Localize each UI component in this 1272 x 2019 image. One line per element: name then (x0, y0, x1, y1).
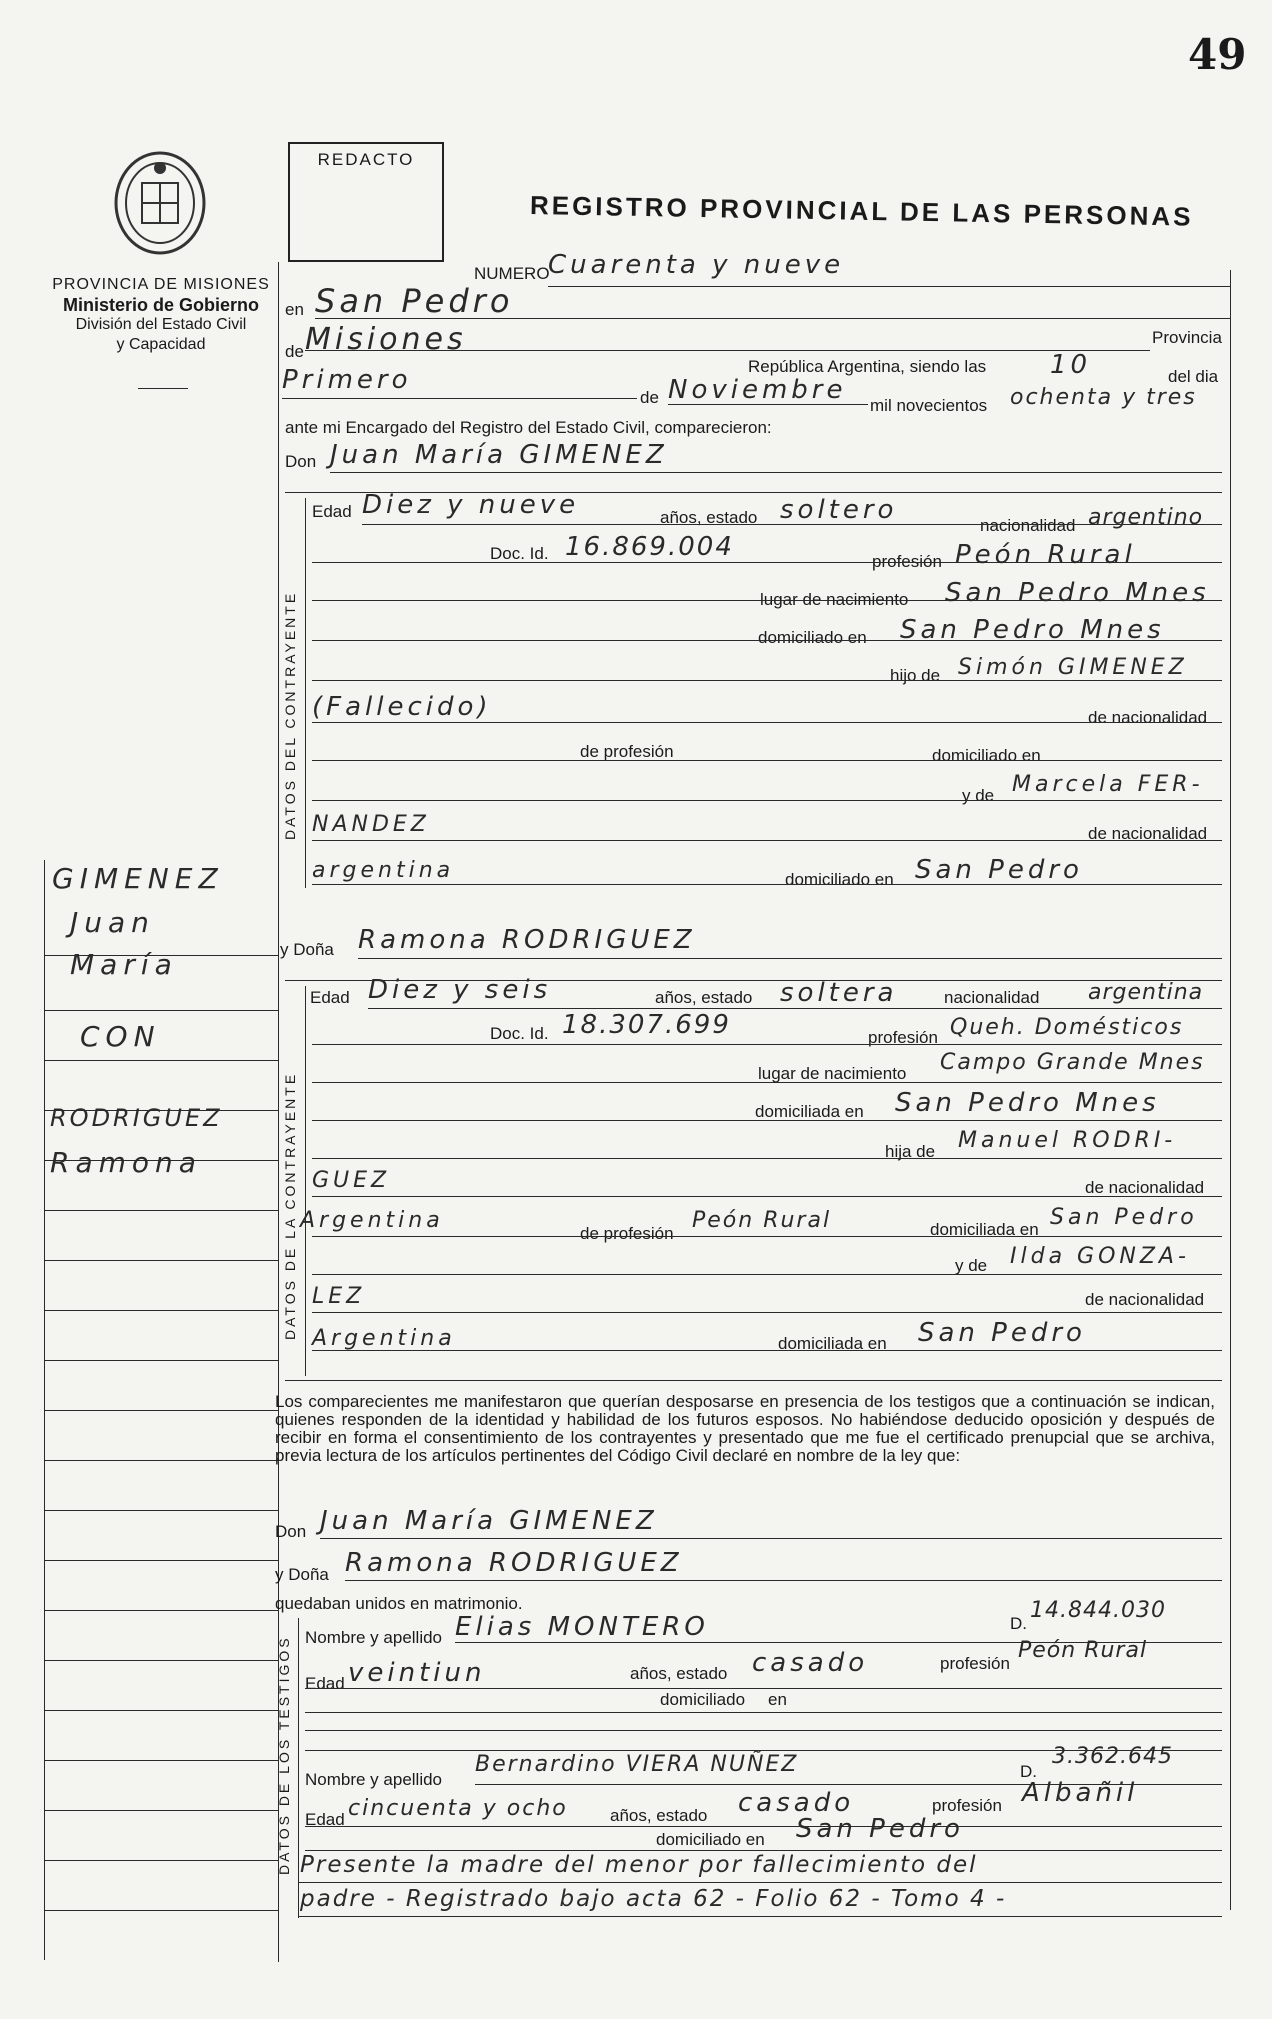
testigo2-edad: cincuenta y ocho (348, 1796, 568, 1821)
contrayente-nombre: Juan María GIMENEZ (330, 440, 668, 470)
declara-dona-label: y Doña (275, 1565, 329, 1584)
testigo2-edad-label: Edad (305, 1810, 345, 1829)
contrayente-edad: Diez y nueve (362, 490, 580, 520)
contrayenta-profesion: Queh. Domésticos (950, 1015, 1184, 1040)
margin-surname-2: RODRIGUEZ (50, 1104, 223, 1132)
nota-linea-1: Presente la madre del menor por fallecimiento del (300, 1852, 978, 1878)
side-label-testigos: DATOS DE LOS TESTIGOS (276, 1635, 292, 1875)
de-mes-label: de (640, 388, 659, 407)
redacto-label: REDACTO (317, 150, 415, 169)
contrayenta-edad: Diez y seis (368, 975, 552, 1005)
hijo-de-label: hijo de (890, 666, 941, 685)
en-value: San Pedro (315, 282, 514, 320)
numero-value: Cuarenta y nueve (548, 250, 845, 280)
contrayente-profesion: Peón Rural (955, 540, 1136, 570)
margin-name-1: Juan (70, 906, 155, 939)
dia-value: Primero (282, 365, 412, 395)
ministry-line-3: División del Estado Civil (75, 316, 247, 333)
contrayenta-padre-nac: Argentina (300, 1208, 444, 1233)
anos-estado-label-2: años, estado (655, 988, 753, 1007)
contrayenta-nombre: Ramona RODRIGUEZ (358, 925, 696, 955)
testigo2-nombre-label: Nombre y apellido (305, 1770, 443, 1789)
domiciliado-en-label: domiciliado en (758, 628, 867, 647)
contrayente-madre-a: Marcela FER- (1012, 772, 1204, 797)
testigo2-domicilio: San Pedro (796, 1814, 964, 1844)
don-label: Don (285, 452, 317, 471)
padre-fallecido: (Fallecido) (312, 692, 492, 722)
hija-de-label: hija de (885, 1142, 936, 1161)
nacionalidad-label-2: nacionalidad (944, 988, 1040, 1007)
doc-label-2: Doc. Id. (490, 1024, 549, 1043)
testigo2-doc: 3.362.645 (1052, 1744, 1173, 1769)
contrayente-doc: 16.869.004 (565, 532, 734, 562)
testigo1-profesion-label: profesión (940, 1654, 1010, 1673)
domiciliada-en-label: domiciliada en (755, 1102, 864, 1121)
lugar-nac-label-2: lugar de nacimiento (758, 1064, 907, 1083)
margin-name-2: María (70, 948, 178, 981)
domiciliado-en-label-2: domiciliado en (932, 746, 1041, 765)
declara-don-label: Don (275, 1522, 307, 1541)
testigo1-doc: 14.844.030 (1030, 1598, 1166, 1623)
nacionalidad-label: nacionalidad (980, 516, 1076, 535)
ante-label: ante mi Encargado del Registro del Estado Civil, comparecieron: (285, 418, 772, 437)
testigo1-d-label: D. (1010, 1614, 1027, 1633)
contrayente-domicilio: San Pedro Mnes (900, 615, 1165, 645)
quedaban-label: quedaban unidos en matrimonio. (275, 1594, 523, 1613)
de-profesion-label-2: de profesión (580, 1224, 674, 1243)
republica-label: República Argentina, siendo las (748, 357, 987, 376)
page-title: REGISTRO PROVINCIAL DE LAS PERSONAS (529, 190, 1194, 232)
nota-linea-2: padre - Registrado bajo acta 62 - Folio 62 - Tomo 4 - (300, 1886, 1007, 1912)
contrayenta-lugar-nac: Campo Grande Mnes (940, 1050, 1205, 1075)
testigo1-en-label: en (768, 1690, 787, 1709)
side-label-contrayente: DATOS DEL CONTRAYENTE (282, 590, 298, 840)
profesion-label-2: profesión (868, 1028, 938, 1047)
anos-estado-label: años, estado (660, 508, 758, 527)
ministry-line-1: PROVINCIA DE MISIONES (52, 276, 270, 293)
de-profesion-label: de profesión (580, 742, 674, 761)
contrayente-madre-b: NANDEZ (312, 812, 430, 837)
ministry-block (50, 275, 272, 355)
provincia-label: Provincia (1152, 328, 1222, 347)
profesion-label: profesión (872, 552, 942, 571)
contrayente-nacionalidad: argentino (1088, 505, 1204, 530)
y-dona-label: y Doña (280, 940, 334, 959)
contrayenta-nacionalidad: argentina (1088, 980, 1204, 1005)
contrayenta-padre-a: Manuel RODRI- (958, 1128, 1177, 1153)
testigo2-profesion-label: profesión (932, 1796, 1002, 1815)
de-nacionalidad-label: de nacionalidad (1088, 708, 1208, 727)
contrayenta-madre-dom: San Pedro (918, 1318, 1086, 1348)
domiciliada-en-label-3: domiciliada en (778, 1334, 887, 1353)
contrayente-madre-dom: San Pedro (915, 855, 1083, 885)
contrayente-estado: soltero (780, 495, 898, 525)
testigo1-estado: casado (752, 1648, 869, 1678)
page-number: 49 (1188, 30, 1247, 79)
side-label-contrayenta: DATOS DE LA CONTRAYENTE (282, 1071, 298, 1340)
testigo2-nombre: Bernardino VIERA NUÑEZ (475, 1752, 799, 1777)
testigo2-estado: casado (738, 1788, 855, 1818)
testigo1-nombre: Elias MONTERO (455, 1612, 709, 1642)
contrayenta-madre-nac: Argentina (312, 1326, 456, 1351)
contrayenta-padre-prof: Peón Rural (692, 1208, 832, 1233)
declaracion-paragraph: Los comparecientes me manifestaron que querían desposarse en presencia de los testigos que a continuación se indican, quienes responden de la identidad y habilidad de los futuros esposos. No habiéndose deducido oposición y después de recibir en forma el consentimiento de los contrayentes y presentado que me fue el certificado prenupcial que se archiva, previa lectura de los artículos pertinentes del Código Civil declaré en nombre de la ley que: (275, 1392, 1215, 1465)
testigo1-edad-label: Edad (305, 1674, 345, 1693)
doc-label: Doc. Id. (490, 544, 549, 563)
testigo2-domiciliado-label: domiciliado en (656, 1830, 765, 1849)
mes-value: Noviembre (668, 375, 847, 405)
edad-label: Edad (312, 502, 352, 521)
numero-label: NUMERO (474, 264, 550, 283)
anio-value: ochenta y tres (1010, 385, 1197, 410)
contrayenta-madre-b: LEZ (312, 1284, 366, 1309)
margin-name-3: Ramona (50, 1146, 202, 1179)
declara-dona-value: Ramona RODRIGUEZ (345, 1548, 683, 1578)
testigo2-anos-label: años, estado (610, 1806, 708, 1825)
de-nacionalidad-label-4: de nacionalidad (1085, 1290, 1205, 1309)
testigo1-profesion: Peón Rural (1018, 1638, 1148, 1663)
domiciliada-en-label-2: domiciliada en (930, 1220, 1039, 1239)
contrayente-madre-nac: argentina (312, 858, 455, 883)
contrayenta-estado: soltera (780, 978, 898, 1008)
contrayente-lugar-nac: San Pedro Mnes (945, 578, 1210, 608)
hora-value: 10 (1050, 350, 1092, 380)
testigo1-edad: veintiun (348, 1658, 486, 1688)
domiciliado-en-label-3: domiciliado en (785, 870, 894, 889)
de-nacionalidad-label-3: de nacionalidad (1085, 1178, 1205, 1197)
mil-label: mil novecientos (870, 396, 988, 415)
testigo1-domiciliado-label: domiciliado (660, 1690, 746, 1709)
testigo2-d-label: D. (1020, 1762, 1037, 1781)
y-de-label-2: y de (955, 1256, 988, 1275)
de-value: Misiones (305, 322, 467, 357)
del-dia-label: del dia (1168, 367, 1219, 386)
de-nacionalidad-label-2: de nacionalidad (1088, 824, 1208, 843)
contrayenta-doc: 18.307.699 (562, 1010, 731, 1040)
redacto-box (288, 142, 444, 262)
ministry-line-4: y Capacidad (116, 336, 206, 353)
y-de-label: y de (962, 786, 995, 805)
provincial-seal (112, 148, 208, 258)
contrayenta-domicilio: San Pedro Mnes (895, 1088, 1160, 1118)
declara-don-value: Juan María GIMENEZ (320, 1506, 658, 1536)
de-label: de (285, 342, 304, 361)
testigo2-profesion: Albañil (1022, 1778, 1139, 1808)
contrayenta-padre-b: GUEZ (312, 1168, 391, 1193)
contrayente-padre: Simón GIMENEZ (958, 655, 1188, 680)
ministry-line-2: Ministerio de Gobierno (62, 295, 259, 315)
contrayenta-madre-a: Ilda GONZA- (1010, 1244, 1190, 1269)
lugar-nac-label: lugar de nacimiento (760, 590, 909, 609)
margin-con: CON (80, 1020, 161, 1053)
margin-surname-1: GIMENEZ (52, 862, 224, 895)
testigo1-anos-label: años, estado (630, 1664, 728, 1683)
testigo1-nombre-label: Nombre y apellido (305, 1628, 443, 1647)
edad-label-2: Edad (310, 988, 350, 1007)
en-label: en (285, 300, 304, 319)
contrayenta-padre-dom: San Pedro (1050, 1205, 1198, 1230)
